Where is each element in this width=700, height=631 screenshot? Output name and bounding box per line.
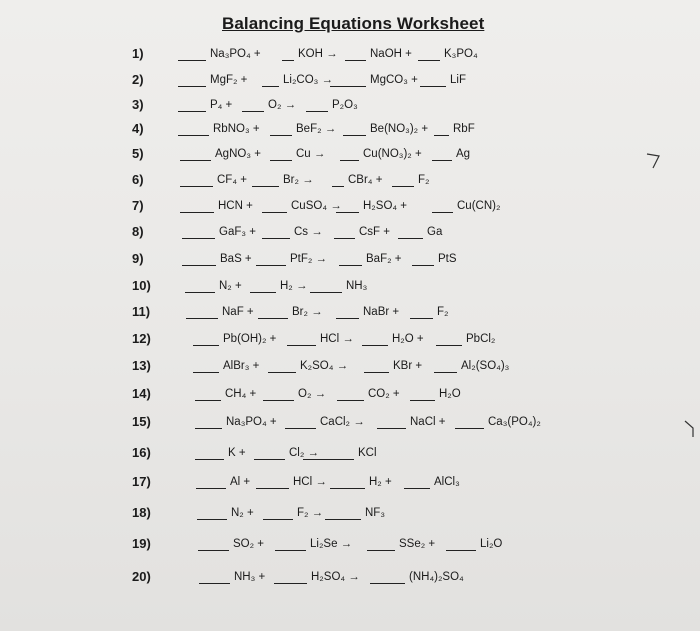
coefficient-blank[interactable] (178, 60, 206, 61)
coefficient-blank[interactable] (334, 238, 355, 239)
coefficient-blank[interactable] (446, 550, 476, 551)
equation-number: 5) (132, 146, 144, 161)
formula-term: O₂ → (268, 99, 297, 111)
coefficient-blank[interactable] (392, 186, 414, 187)
coefficient-blank[interactable] (287, 345, 316, 346)
formula-term: CuSO₄ → (291, 200, 342, 212)
formula-term: AlBr₃ + (223, 360, 260, 372)
formula-term: RbNO₃ + (213, 123, 260, 135)
coefficient-blank[interactable] (195, 400, 221, 401)
equation-number: 2) (132, 72, 144, 87)
formula-term: NF₃ (365, 507, 386, 519)
formula-term: F₂ → (297, 507, 324, 519)
coefficient-blank[interactable] (199, 583, 230, 584)
formula-term: O₂ → (298, 388, 327, 400)
equation-row (0, 121, 700, 145)
coefficient-blank[interactable] (198, 550, 229, 551)
formula-term: Cu → (296, 148, 326, 160)
coefficient-blank[interactable] (325, 519, 361, 520)
formula-term: Na₃PO₄ + (210, 48, 261, 60)
formula-term: CBr₄ + (348, 174, 383, 186)
coefficient-blank[interactable] (262, 212, 287, 213)
coefficient-blank[interactable] (182, 265, 216, 266)
formula-term: P₄ + (210, 99, 233, 111)
coefficient-blank[interactable] (263, 519, 293, 520)
equation-row (0, 386, 700, 410)
equation-number: 20) (132, 569, 151, 584)
formula-term: Pb(OH)₂ + (223, 333, 277, 345)
coefficient-blank[interactable] (178, 111, 206, 112)
equation-number: 7) (132, 198, 144, 213)
equation-number: 9) (132, 251, 144, 266)
equation-row (0, 358, 700, 382)
coefficient-blank[interactable] (258, 318, 288, 319)
equation-number: 4) (132, 121, 144, 136)
coefficient-blank[interactable] (195, 428, 222, 429)
equation-number: 17) (132, 474, 151, 489)
coefficient-blank[interactable] (310, 292, 342, 293)
formula-term: F₂ (437, 306, 449, 318)
formula-term: K₃PO₄ (444, 48, 478, 60)
coefficient-blank[interactable] (418, 60, 440, 61)
coefficient-blank[interactable] (367, 550, 395, 551)
formula-term: KBr + (393, 360, 423, 372)
coefficient-blank[interactable] (330, 488, 365, 489)
coefficient-blank[interactable] (196, 488, 226, 489)
equation-number: 14) (132, 386, 151, 401)
equation-row (0, 474, 700, 498)
equation-number: 11) (132, 304, 151, 319)
coefficient-blank[interactable] (250, 292, 276, 293)
coefficient-blank[interactable] (398, 238, 423, 239)
formula-term: AgNO₃ + (215, 148, 261, 160)
formula-term: N₂ + (231, 507, 254, 519)
coefficient-blank[interactable] (256, 488, 289, 489)
handwritten-mark-right-upper (644, 150, 664, 172)
formula-term: LiF (450, 74, 466, 86)
coefficient-blank[interactable] (432, 160, 452, 161)
formula-term: H₂SO₄ + (363, 200, 407, 212)
coefficient-blank[interactable] (180, 212, 214, 213)
formula-term: HCN + (218, 200, 253, 212)
coefficient-blank[interactable] (193, 345, 219, 346)
coefficient-blank[interactable] (377, 428, 406, 429)
formula-term: MgCO₃ + (370, 74, 418, 86)
formula-term: N₂ + (219, 280, 242, 292)
equation-number: 1) (132, 46, 144, 61)
formula-term: Br₂ → (283, 174, 314, 186)
coefficient-blank[interactable] (262, 86, 279, 87)
coefficient-blank[interactable] (197, 519, 227, 520)
coefficient-blank[interactable] (178, 86, 206, 87)
equation-row (0, 536, 700, 560)
formula-term: H₂ → (280, 280, 308, 292)
coefficient-blank[interactable] (185, 292, 215, 293)
formula-term: BaF₂ + (366, 253, 402, 265)
coefficient-blank[interactable] (306, 111, 328, 112)
coefficient-blank[interactable] (180, 160, 211, 161)
equation-row (0, 278, 700, 302)
formula-term: KCl (358, 447, 377, 459)
formula-term: AlCl₃ (434, 476, 460, 488)
formula-term: Ag (456, 148, 471, 160)
formula-term: NaF + (222, 306, 254, 318)
coefficient-blank[interactable] (182, 238, 215, 239)
coefficient-blank[interactable] (193, 372, 219, 373)
formula-term: CsF + (359, 226, 390, 238)
formula-term: NH₃ + (234, 571, 266, 583)
equation-row (0, 331, 700, 355)
formula-term: (NH₄)₂SO₄ (409, 571, 464, 583)
formula-term: BaS + (220, 253, 252, 265)
coefficient-blank[interactable] (262, 238, 290, 239)
formula-term: Al₂(SO₄)₃ (461, 360, 510, 372)
formula-term: SO₂ + (233, 538, 264, 550)
coefficient-blank[interactable] (270, 160, 292, 161)
formula-term: H₂SO₄ → (311, 571, 360, 583)
formula-term: Br₂ → (292, 306, 323, 318)
formula-term: Cs → (294, 226, 323, 238)
formula-term: K₂SO₄ → (300, 360, 349, 372)
equation-number: 19) (132, 536, 151, 551)
formula-term: Li₂O (480, 538, 503, 550)
formula-term: PtF₂ → (290, 253, 328, 265)
coefficient-blank[interactable] (436, 345, 462, 346)
formula-term: Cu(NO₃)₂ + (363, 148, 422, 160)
formula-term: Li₂CO₃ → (283, 74, 334, 86)
coefficient-blank[interactable] (404, 488, 430, 489)
formula-term: Ga (427, 226, 443, 238)
coefficient-blank[interactable] (195, 459, 224, 460)
coefficient-blank[interactable] (282, 60, 294, 61)
equation-number: 16) (132, 445, 151, 460)
formula-term: H₂ + (369, 476, 392, 488)
coefficient-blank[interactable] (362, 345, 388, 346)
formula-term: Be(NO₃)₂ + (370, 123, 429, 135)
coefficient-blank[interactable] (332, 186, 344, 187)
coefficient-blank[interactable] (254, 459, 285, 460)
coefficient-blank[interactable] (337, 400, 364, 401)
equation-number: 6) (132, 172, 144, 187)
formula-term: NaOH + (370, 48, 412, 60)
coefficient-blank[interactable] (343, 135, 366, 136)
formula-term: Li₂Se → (310, 538, 353, 550)
coefficient-blank[interactable] (434, 372, 457, 373)
equation-row (0, 224, 700, 248)
formula-term: Ca₃(PO₄)₂ (488, 416, 541, 428)
equation-row (0, 569, 700, 593)
coefficient-blank[interactable] (455, 428, 484, 429)
formula-term: P₂O₃ (332, 99, 358, 111)
coefficient-blank[interactable] (340, 160, 359, 161)
formula-term: PtS (438, 253, 457, 265)
formula-term: Al + (230, 476, 251, 488)
formula-term: NaCl + (410, 416, 446, 428)
formula-term: H₂O (439, 388, 461, 400)
coefficient-blank[interactable] (252, 186, 279, 187)
coefficient-blank[interactable] (364, 372, 389, 373)
page-title: Balancing Equations Worksheet (222, 14, 485, 33)
handwritten-mark-right-lower (682, 418, 698, 440)
coefficient-blank[interactable] (370, 583, 405, 584)
formula-term: CaCl₂ → (320, 416, 365, 428)
coefficient-blank[interactable] (412, 265, 434, 266)
coefficient-blank[interactable] (274, 583, 307, 584)
coefficient-blank[interactable] (432, 212, 453, 213)
formula-term: BeF₂ → (296, 123, 337, 135)
coefficient-blank[interactable] (275, 550, 306, 551)
formula-term: RbF (453, 123, 475, 135)
equation-row (0, 414, 700, 438)
equation-number: 18) (132, 505, 151, 520)
coefficient-blank[interactable] (256, 265, 286, 266)
formula-term: SSe₂ + (399, 538, 436, 550)
coefficient-blank[interactable] (270, 135, 292, 136)
formula-term: MgF₂ + (210, 74, 248, 86)
coefficient-blank[interactable] (178, 135, 209, 136)
coefficient-blank[interactable] (330, 86, 366, 87)
formula-term: CH₄ + (225, 388, 257, 400)
formula-term: NaBr + (363, 306, 400, 318)
coefficient-blank[interactable] (285, 428, 316, 429)
coefficient-blank[interactable] (242, 111, 264, 112)
formula-term: Na₃PO₄ + (226, 416, 277, 428)
equation-row (0, 445, 700, 469)
coefficient-blank[interactable] (303, 459, 354, 460)
formula-term: HCl → (320, 333, 354, 345)
formula-term: K + (228, 447, 246, 459)
equation-row (0, 198, 700, 222)
coefficient-blank[interactable] (186, 318, 218, 319)
formula-term: PbCl₂ (466, 333, 496, 345)
equation-number: 13) (132, 358, 151, 373)
coefficient-blank[interactable] (410, 318, 433, 319)
formula-term: F₂ (418, 174, 430, 186)
equation-row (0, 46, 700, 70)
coefficient-blank[interactable] (410, 400, 435, 401)
equation-row (0, 505, 700, 529)
coefficient-blank[interactable] (268, 372, 296, 373)
equation-row (0, 72, 700, 96)
equation-row (0, 97, 700, 121)
equation-number: 8) (132, 224, 144, 239)
equation-number: 12) (132, 331, 151, 346)
coefficient-blank[interactable] (180, 186, 213, 187)
coefficient-blank[interactable] (345, 60, 366, 61)
formula-term: GaF₃ + (219, 226, 256, 238)
coefficient-blank[interactable] (336, 318, 359, 319)
formula-term: HCl → (293, 476, 327, 488)
coefficient-blank[interactable] (339, 265, 362, 266)
formula-term: H₂O + (392, 333, 424, 345)
equation-number: 15) (132, 414, 151, 429)
equation-row (0, 304, 700, 328)
formula-term: CO₂ + (368, 388, 400, 400)
equation-number: 10) (132, 278, 151, 293)
coefficient-blank[interactable] (336, 212, 359, 213)
formula-term: CF₄ + (217, 174, 247, 186)
equation-number: 3) (132, 97, 144, 112)
coefficient-blank[interactable] (263, 400, 294, 401)
coefficient-blank[interactable] (434, 135, 449, 136)
coefficient-blank[interactable] (420, 86, 446, 87)
equation-row (0, 251, 700, 275)
formula-term: KOH → (298, 48, 338, 60)
formula-term: NH₃ (346, 280, 368, 292)
formula-term: Cu(CN)₂ (457, 200, 501, 212)
equation-row (0, 172, 700, 196)
equation-row (0, 146, 700, 170)
formula-term: Cl₂ → (289, 447, 320, 459)
